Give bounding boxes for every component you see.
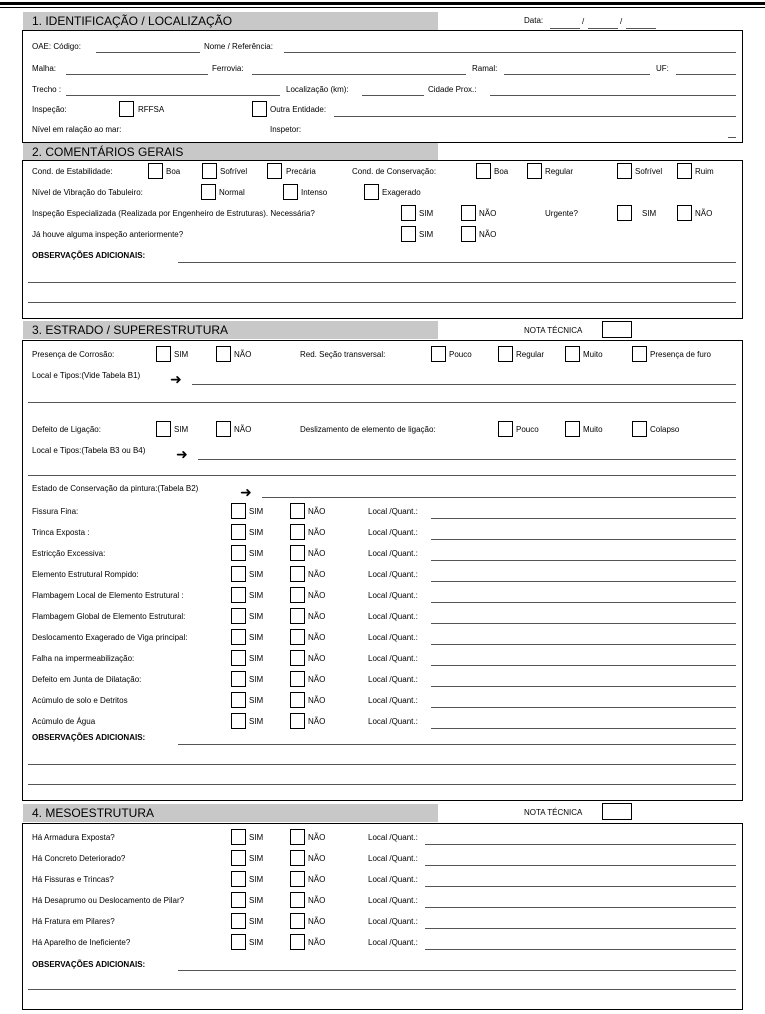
cons-regular-checkbox[interactable] xyxy=(527,163,542,179)
ramal-label: Ramal: xyxy=(472,64,498,73)
s3-item-local-label: Local /Quant.: xyxy=(368,696,418,705)
s3-item-local-field[interactable] xyxy=(431,623,736,624)
desliz-colapso-checkbox[interactable] xyxy=(632,421,647,437)
lig-sim-checkbox[interactable] xyxy=(156,421,171,437)
cons-ruim-checkbox[interactable] xyxy=(677,163,692,179)
pintura-field[interactable] xyxy=(262,497,736,498)
insp-especializada-label: Inspeção Especializada (Realizada por Engenheiro de Estruturas). Necessária? xyxy=(32,209,315,218)
s4-item-sim-checkbox[interactable] xyxy=(231,871,246,887)
uf-label: UF: xyxy=(656,64,669,73)
s3-item-nao-checkbox[interactable] xyxy=(290,503,305,519)
s4-nota-label: NOTA TÉCNICA xyxy=(524,808,583,817)
inspecao-label: Inspeção: xyxy=(32,105,67,114)
corr-nao-label: NÃO xyxy=(234,350,252,359)
section2-title: 2. COMENTÁRIOS GERAIS xyxy=(32,145,184,159)
s3-item-label: Fissura Fina: xyxy=(32,507,79,516)
rffsa-label: RFFSA xyxy=(138,105,165,114)
s4-item-nao-checkbox[interactable] xyxy=(290,934,305,950)
s3-item-local-label: Local /Quant.: xyxy=(368,717,418,726)
s3-item-local-label: Local /Quant.: xyxy=(368,675,418,684)
localizacao-label: Localização (km): xyxy=(286,85,349,94)
s4-item-sim-checkbox[interactable] xyxy=(231,934,246,950)
estab-boa-label: Boa xyxy=(166,167,181,176)
ferrovia-field[interactable] xyxy=(252,74,466,75)
s4-item-sim-label: SIM xyxy=(249,896,264,905)
s3-item-sim-checkbox[interactable] xyxy=(231,629,246,645)
section3-title: 3. ESTRADO / SUPERESTRUTURA xyxy=(32,323,229,337)
s3-item-local-label: Local /Quant.: xyxy=(368,570,418,579)
cons-boa-label: Boa xyxy=(494,167,509,176)
s4-item-local-field[interactable] xyxy=(425,886,736,887)
s4-item-label: Há Fratura em Pilares? xyxy=(32,917,115,926)
vibr-intenso-checkbox[interactable] xyxy=(283,184,298,200)
vibracao-label: Nível de Vibração do Tabuleiro: xyxy=(32,188,143,197)
desliz-muito-label: Muito xyxy=(583,425,603,434)
vibr-normal-label: Normal xyxy=(219,188,245,197)
corr-sim-checkbox[interactable] xyxy=(156,346,171,362)
red-furo-checkbox[interactable] xyxy=(632,346,647,362)
ja-nao-checkbox[interactable] xyxy=(461,226,476,242)
desliz-muito-checkbox[interactable] xyxy=(565,421,580,437)
s3-item-sim-checkbox[interactable] xyxy=(231,545,246,561)
red-muito-checkbox[interactable] xyxy=(565,346,580,362)
s4-item-sim-label: SIM xyxy=(249,875,264,884)
s2-obs-line-3[interactable] xyxy=(28,302,736,303)
vibr-normal-checkbox[interactable] xyxy=(201,184,216,200)
s4-item-local-field[interactable] xyxy=(425,844,736,845)
s3-item-sim-label: SIM xyxy=(249,696,264,705)
s3-item-local-field[interactable] xyxy=(431,707,736,708)
ramal-field[interactable] xyxy=(504,74,650,75)
local-b3-line-2[interactable] xyxy=(28,475,736,476)
s4-item-nao-label: NÃO xyxy=(308,833,326,842)
local-tipos-b1-label: Local e Tipos:(Vide Tabela B1) xyxy=(32,371,141,380)
inspetor-field[interactable] xyxy=(728,137,736,138)
insp-sim-checkbox[interactable] xyxy=(401,205,416,221)
s2-obs-line-1[interactable] xyxy=(178,262,736,263)
s3-item-label: Trinca Exposta : xyxy=(32,528,90,537)
s4-item-local-label: Local /Quant.: xyxy=(368,833,418,842)
s3-item-sim-label: SIM xyxy=(249,654,264,663)
estab-sofrivel-checkbox[interactable] xyxy=(202,163,217,179)
s3-item-sim-checkbox[interactable] xyxy=(231,608,246,624)
cons-boa-checkbox[interactable] xyxy=(476,163,491,179)
uf-field[interactable] xyxy=(676,74,736,75)
s3-item-label: Defeito em Junta de Dilatação: xyxy=(32,675,142,684)
s4-item-sim-label: SIM xyxy=(249,938,264,947)
s4-item-nao-checkbox[interactable] xyxy=(290,871,305,887)
s3-item-sim-label: SIM xyxy=(249,633,264,642)
vibr-intenso-label: Intenso xyxy=(301,188,328,197)
s4-item-nao-checkbox[interactable] xyxy=(290,913,305,929)
vibr-exagerado-checkbox[interactable] xyxy=(364,184,379,200)
corr-sim-label: SIM xyxy=(174,350,189,359)
s3-item-nao-checkbox[interactable] xyxy=(290,608,305,624)
s3-item-local-label: Local /Quant.: xyxy=(368,549,418,558)
ja-nao-label: NÃO xyxy=(479,230,497,239)
ja-sim-checkbox[interactable] xyxy=(401,226,416,242)
s4-item-nao-checkbox[interactable] xyxy=(290,829,305,845)
s4-obs-label: OBSERVAÇÕES ADICIONAIS: xyxy=(32,960,146,969)
s4-item-nao-checkbox[interactable] xyxy=(290,850,305,866)
date-label: Data: xyxy=(524,16,544,25)
s4-item-local-label: Local /Quant.: xyxy=(368,896,418,905)
date-year-field[interactable] xyxy=(626,28,656,29)
s3-item-label: Acúmulo de solo e Detritos xyxy=(32,696,128,705)
ja-houve-label: Já houve alguma inspeção anteriormente? xyxy=(32,230,184,239)
s3-item-local-field[interactable] xyxy=(431,581,736,582)
red-pouco-label: Pouco xyxy=(449,350,472,359)
red-regular-checkbox[interactable] xyxy=(498,346,513,362)
section1-box xyxy=(22,30,743,143)
s4-item-local-label: Local /Quant.: xyxy=(368,938,418,947)
s3-obs-line-3[interactable] xyxy=(28,784,736,785)
s4-item-local-field[interactable] xyxy=(425,907,736,908)
urgente-nao-checkbox[interactable] xyxy=(677,205,692,221)
malha-field[interactable] xyxy=(66,74,208,75)
s3-nota-label: NOTA TÉCNICA xyxy=(524,326,583,335)
red-regular-label: Regular xyxy=(516,350,545,359)
s4-item-sim-label: SIM xyxy=(249,833,264,842)
s3-item-nao-checkbox[interactable] xyxy=(290,587,305,603)
urgente-sim-checkbox[interactable] xyxy=(617,205,632,221)
trecho-label: Trecho : xyxy=(32,85,62,94)
local-b1-field[interactable] xyxy=(192,384,736,385)
ja-sim-label: SIM xyxy=(419,230,434,239)
vibr-exagerado-label: Exagerado xyxy=(382,188,421,197)
desliz-pouco-checkbox[interactable] xyxy=(498,421,513,437)
s3-item-local-field[interactable] xyxy=(431,728,736,729)
cons-sofrivel-checkbox[interactable] xyxy=(617,163,632,179)
s3-item-nao-label: NÃO xyxy=(308,591,326,600)
nivel-label: Nível em ralação ao mar: xyxy=(32,125,122,134)
section1-title: 1. IDENTIFICAÇÃO / LOCALIZAÇÃO xyxy=(32,14,233,28)
s3-item-label: Elemento Estrutural Rompido: xyxy=(32,570,139,579)
s4-item-local-field[interactable] xyxy=(425,928,736,929)
red-secao-label: Red. Seção transversal: xyxy=(300,350,386,359)
s3-item-local-field[interactable] xyxy=(431,686,736,687)
estab-boa-checkbox[interactable] xyxy=(148,163,163,179)
s3-item-sim-checkbox[interactable] xyxy=(231,671,246,687)
s2-obs-label: OBSERVAÇÕES ADICIONAIS: xyxy=(32,251,146,260)
arrow-icon: ➜ xyxy=(240,484,252,500)
top-rule xyxy=(0,2,765,5)
s3-item-sim-checkbox[interactable] xyxy=(231,503,246,519)
s4-item-local-field[interactable] xyxy=(425,949,736,950)
s3-obs-line-2[interactable] xyxy=(28,764,736,765)
s3-item-label: Flambagem Global de Elemento Estrutural: xyxy=(32,612,186,621)
s3-item-local-field[interactable] xyxy=(431,602,736,603)
s3-item-sim-label: SIM xyxy=(249,507,264,516)
s3-item-sim-label: SIM xyxy=(249,570,264,579)
s3-obs-line-1[interactable] xyxy=(178,744,736,745)
s3-item-sim-checkbox[interactable] xyxy=(231,692,246,708)
s4-item-nao-checkbox[interactable] xyxy=(290,892,305,908)
s3-item-label: Acúmulo de Água xyxy=(32,717,96,726)
desliz-pouco-label: Pouco xyxy=(516,425,539,434)
s4-item-label: Há Armadura Exposta? xyxy=(32,833,115,842)
s3-item-label: Deslocamento Exagerado de Viga principal: xyxy=(32,633,188,642)
s2-obs-line-2[interactable] xyxy=(28,282,736,283)
outra-entidade-field[interactable] xyxy=(334,116,736,117)
s3-item-nao-label: NÃO xyxy=(308,633,326,642)
s3-item-sim-label: SIM xyxy=(249,528,264,537)
s4-obs-line-1[interactable] xyxy=(178,970,736,971)
estab-precaria-label: Precária xyxy=(286,167,316,176)
s4-item-label: Há Desaprumo ou Deslocamento de Pilar? xyxy=(32,896,185,905)
date-sep-1: / xyxy=(582,17,585,26)
s4-item-sim-checkbox[interactable] xyxy=(231,850,246,866)
s4-item-local-label: Local /Quant.: xyxy=(368,917,418,926)
insp-sim-label: SIM xyxy=(419,209,434,218)
cons-regular-label: Regular xyxy=(545,167,574,176)
s3-nota-field[interactable] xyxy=(602,321,632,338)
s3-item-local-field[interactable] xyxy=(431,518,736,519)
local-b3-field[interactable] xyxy=(198,459,736,460)
s4-item-nao-label: NÃO xyxy=(308,917,326,926)
lig-nao-checkbox[interactable] xyxy=(216,421,231,437)
s3-item-nao-checkbox[interactable] xyxy=(290,545,305,561)
s3-item-local-label: Local /Quant.: xyxy=(368,633,418,642)
s4-item-label: Há Fissuras e Trincas? xyxy=(32,875,114,884)
s3-item-sim-label: SIM xyxy=(249,717,264,726)
urgente-sim-label: SIM xyxy=(642,209,657,218)
estab-sofrivel-label: Sofrível xyxy=(220,167,248,176)
s4-item-local-label: Local /Quant.: xyxy=(368,875,418,884)
s3-item-local-field[interactable] xyxy=(431,644,736,645)
insp-nao-label: NÃO xyxy=(479,209,497,218)
red-muito-label: Muito xyxy=(583,350,603,359)
top-rule-thin xyxy=(0,7,765,8)
s4-nota-field[interactable] xyxy=(602,803,632,820)
conservacao-label: Cond. de Conservação: xyxy=(352,167,437,176)
red-furo-label: Presença de furo xyxy=(650,350,711,359)
cidade-label: Cidade Prox.: xyxy=(428,85,477,94)
lig-sim-label: SIM xyxy=(174,425,189,434)
s3-item-sim-label: SIM xyxy=(249,591,264,600)
s4-item-sim-checkbox[interactable] xyxy=(231,913,246,929)
s3-item-local-label: Local /Quant.: xyxy=(368,528,418,537)
s3-item-local-label: Local /Quant.: xyxy=(368,591,418,600)
s4-item-nao-label: NÃO xyxy=(308,854,326,863)
localizacao-field[interactable] xyxy=(362,95,424,96)
s4-item-label: Há Concreto Deteriorado? xyxy=(32,854,126,863)
desliz-colapso-label: Colapso xyxy=(650,425,680,434)
s3-item-nao-label: NÃO xyxy=(308,507,326,516)
urgente-nao-label: NÃO xyxy=(695,209,713,218)
local-tipos-b3-label: Local e Tipos:(Tabela B3 ou B4) xyxy=(32,446,146,455)
oae-label: OAE: Código: xyxy=(32,42,81,51)
s3-item-sim-checkbox[interactable] xyxy=(231,587,246,603)
s4-item-sim-checkbox[interactable] xyxy=(231,892,246,908)
s3-item-nao-label: NÃO xyxy=(308,570,326,579)
s3-item-sim-checkbox[interactable] xyxy=(231,566,246,582)
oae-field[interactable] xyxy=(96,52,200,53)
s3-item-nao-checkbox[interactable] xyxy=(290,650,305,666)
s3-item-sim-label: SIM xyxy=(249,549,264,558)
date-day-field[interactable] xyxy=(550,28,580,29)
estab-precaria-checkbox[interactable] xyxy=(267,163,282,179)
s3-item-local-label: Local /Quant.: xyxy=(368,654,418,663)
s4-item-sim-label: SIM xyxy=(249,854,264,863)
s4-item-local-label: Local /Quant.: xyxy=(368,854,418,863)
s4-item-nao-label: NÃO xyxy=(308,896,326,905)
s4-item-local-field[interactable] xyxy=(425,865,736,866)
nome-field[interactable] xyxy=(284,52,736,53)
section4-title: 4. MESOESTRUTURA xyxy=(32,806,155,820)
local-b1-line-2[interactable] xyxy=(28,402,736,403)
malha-label: Malha: xyxy=(32,64,57,73)
s4-obs-line-2[interactable] xyxy=(28,989,736,990)
s4-item-nao-label: NÃO xyxy=(308,875,326,884)
s3-item-nao-label: NÃO xyxy=(308,528,326,537)
corr-nao-checkbox[interactable] xyxy=(216,346,231,362)
urgente-label: Urgente? xyxy=(545,209,578,218)
pintura-label: Estado de Conservação da pintura:(Tabela B2) xyxy=(32,484,199,493)
s3-item-label: Estricção Excessiva: xyxy=(32,549,106,558)
s3-item-nao-label: NÃO xyxy=(308,612,326,621)
ferrovia-label: Ferrovia: xyxy=(212,64,244,73)
s3-item-local-label: Local /Quant.: xyxy=(368,507,418,516)
corrosao-label: Presença de Corrosão: xyxy=(32,350,115,359)
s3-item-sim-checkbox[interactable] xyxy=(231,650,246,666)
s3-item-nao-label: NÃO xyxy=(308,675,326,684)
inspetor-label: Inspetor: xyxy=(270,125,302,134)
s3-item-nao-checkbox[interactable] xyxy=(290,566,305,582)
s3-item-nao-checkbox[interactable] xyxy=(290,524,305,540)
s3-item-label: Flambagem Local de Elemento Estrutural : xyxy=(32,591,184,600)
s3-item-nao-checkbox[interactable] xyxy=(290,692,305,708)
lig-nao-label: NÃO xyxy=(234,425,252,434)
s4-item-label: Há Aparelho de Ineficiente? xyxy=(32,938,131,947)
date-sep-2: / xyxy=(620,17,623,26)
estabilidade-label: Cond. de Estabilidade: xyxy=(32,167,113,176)
s3-item-nao-label: NÃO xyxy=(308,549,326,558)
deslizamento-label: Deslizamento de elemento de ligação: xyxy=(300,425,436,434)
nome-label: Nome / Referência: xyxy=(204,42,273,51)
s3-item-local-field[interactable] xyxy=(431,539,736,540)
s3-item-sim-checkbox[interactable] xyxy=(231,524,246,540)
s3-item-sim-label: SIM xyxy=(249,675,264,684)
s3-item-local-field[interactable] xyxy=(431,665,736,666)
s3-item-nao-checkbox[interactable] xyxy=(290,671,305,687)
arrow-icon: ➜ xyxy=(170,371,182,387)
s3-item-local-label: Local /Quant.: xyxy=(368,612,418,621)
s3-item-nao-checkbox[interactable] xyxy=(290,713,305,729)
s4-item-sim-label: SIM xyxy=(249,917,264,926)
s4-item-nao-label: NÃO xyxy=(308,938,326,947)
cons-ruim-label: Ruim xyxy=(695,167,714,176)
cons-sofrivel-label: Sofrível xyxy=(635,167,663,176)
s3-item-nao-label: NÃO xyxy=(308,696,326,705)
s3-obs-label: OBSERVAÇÕES ADICIONAIS: xyxy=(32,733,146,742)
s3-item-sim-label: SIM xyxy=(249,612,264,621)
rffsa-checkbox[interactable] xyxy=(119,101,134,117)
s3-item-local-field[interactable] xyxy=(431,560,736,561)
s3-item-nao-label: NÃO xyxy=(308,654,326,663)
s3-item-sim-checkbox[interactable] xyxy=(231,713,246,729)
s3-item-nao-label: NÃO xyxy=(308,717,326,726)
cidade-field[interactable] xyxy=(490,95,736,96)
s3-item-nao-checkbox[interactable] xyxy=(290,629,305,645)
date-month-field[interactable] xyxy=(588,28,618,29)
trecho-field[interactable] xyxy=(66,95,280,96)
insp-nao-checkbox[interactable] xyxy=(461,205,476,221)
red-pouco-checkbox[interactable] xyxy=(431,346,446,362)
outra-entidade-label: Outra Entidade: xyxy=(270,105,327,114)
arrow-icon: ➜ xyxy=(176,446,188,462)
s3-item-label: Falha na impermeabilização: xyxy=(32,654,135,663)
s4-item-sim-checkbox[interactable] xyxy=(231,829,246,845)
defeito-ligacao-label: Defeito de Ligação: xyxy=(32,425,101,434)
outra-entidade-checkbox[interactable] xyxy=(252,101,267,117)
